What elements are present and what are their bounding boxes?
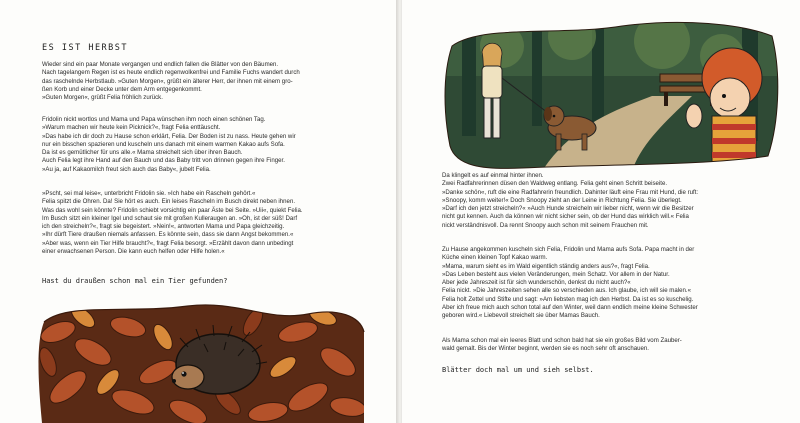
left-paragraph-3: »Pscht, sei mal leise«, unterbricht Fridolin sie. »Ich habe ein Rascheln gehört.« Felia spitzt die Ohren. Da! Sie hört es auch. Ein leises Rascheln im Busch direkt neben ihnen. Was das wohl sein könnte? Fridolin schiebt vorsichtig ein paar Äste bei Seite. »Uii«, quiekt Felia. Im Busch sitzt ein kleiner Igel und schaut sie mit großen Kulleraugen an. »Oh, ist der süß! Darf ich den streicheln?«, fragt sie begeistert. »Nein!«, antworten Mama und Papa gleichzeitig. »Ihr dürft Tiere draußen niemals anfassen. Es könnte sein, dass sie dann Angst bekommen.« »Aber was, wenn ein Tier Hilfe braucht?«, fragt Felia besorgt. »Erzählt davon dann unbedingt einer erwachsenen Person. Die kann euch helfen oder Hilfe holen.« [42, 190, 303, 256]
left-question: Hast du draußen schon mal ein Tier gefunden? [42, 277, 228, 285]
page-title: ES IST HERBST [42, 43, 129, 53]
left-page [0, 0, 398, 423]
right-page [402, 0, 800, 423]
left-paragraph-1: Wieder sind ein paar Monate vergangen und endlich fallen die Blätter von den Bäumen. Nach tagelangem Regen ist es heute endlich regenwolkenfrei und Familie Fuchs wandert durch das raschelnde Herbstlaub. »Guten Morgen«, grüßt ein älterer Herr, der ihnen mit einem gro- ßen Korb und einer Decke unter dem Arm entgegenkommt. »Guten Morgen«, grüßt Felia fröhlich zurück. [42, 61, 300, 102]
right-paragraph-2: Zu Hause angekommen kuscheln sich Felia, Fridolin und Mama aufs Sofa. Papa macht in der Küche einen kleinen Topf Kakao warm. »Mama, warum sieht es im Wald eigentlich ständig anders aus?«, fragt Felia. »Das Leben besteht aus vielen Veränderungen, mein Schatz. Vor allem in der Natur. Aber jede Jahreszeit ist für sich wunderschön, denkst du nicht auch?« Felia nickt. »Die Jahreszeiten sehen alle so verschieden aus. Ich glaube, ich will sie malen.« Felia holt Zettel und Stifte und sagt: »Am liebsten mag ich den Herbst. Da ist es so kuschelig. Aber ich freue mich auch schon total auf den Winter, weil dann endlich meine kleine Schwester geboren wird.« Liebevoll streichelt sie über Mamas Bauch. [442, 246, 698, 320]
right-paragraph-1: Da klingelt es auf einmal hinter ihnen. Zwei Radfahrerinnen düsen den Waldweg entlang. Felia geht einen Schritt beiseite. »Danke schön«, ruft die eine Radfahrerin freundlich. Dahinter läuft eine Frau mit Hund, die ruft: »Snoopy, komm weiter!« Doch Snoopy zieht an der Leine in Richtung Felia. Sie überlegt. »Darf ich den jetzt streicheln?« »Auch Hunde streicheln wir lieber nicht, wenn wir die Besitzer nicht gut kennen. Auch da können wir nicht sicher sein, ob der Hund das wirklich will.« Felia nickt verständnisvoll. Da rennt Snoopy auch schon mit seinem Frauchen mit. [442, 172, 699, 229]
forest-path-illustration [442, 16, 780, 171]
right-paragraph-3: Als Mama schon mal ein leeres Blatt und schon bald hat sie ein großes Bild vom Zauber- wald gemalt. Bis der Winter beginnt, werden sie es noch sehr oft anschauen. [442, 337, 682, 353]
hedgehog-in-leaves-illustration [38, 292, 368, 423]
right-call-to-action: Blätter doch mal um und sieh selbst. [442, 366, 594, 374]
left-paragraph-2: Fridolin nickt wortlos und Mama und Papa wünschen ihm noch einen schönen Tag. »Warum machen wir heute kein Picknick?«, fragt Felia enttäuscht. »Das habe ich dir doch zu Hause schon erklärt, Felia. Der Boden ist zu nass. Heute gehen wir nur ein bisschen spazieren und kuscheln uns danach mit einem warmen Kakao aufs Sofa. Da ist es gemütlicher für uns alle.« Mama streichelt sich über ihren Bauch. Auch Felia legt ihre Hand auf den Bauch und das Baby tritt von drinnen gegen ihre Finger. »Au ja, auf Kakaomilch freut sich auch das Baby«, jubelt Felia. [42, 116, 296, 173]
